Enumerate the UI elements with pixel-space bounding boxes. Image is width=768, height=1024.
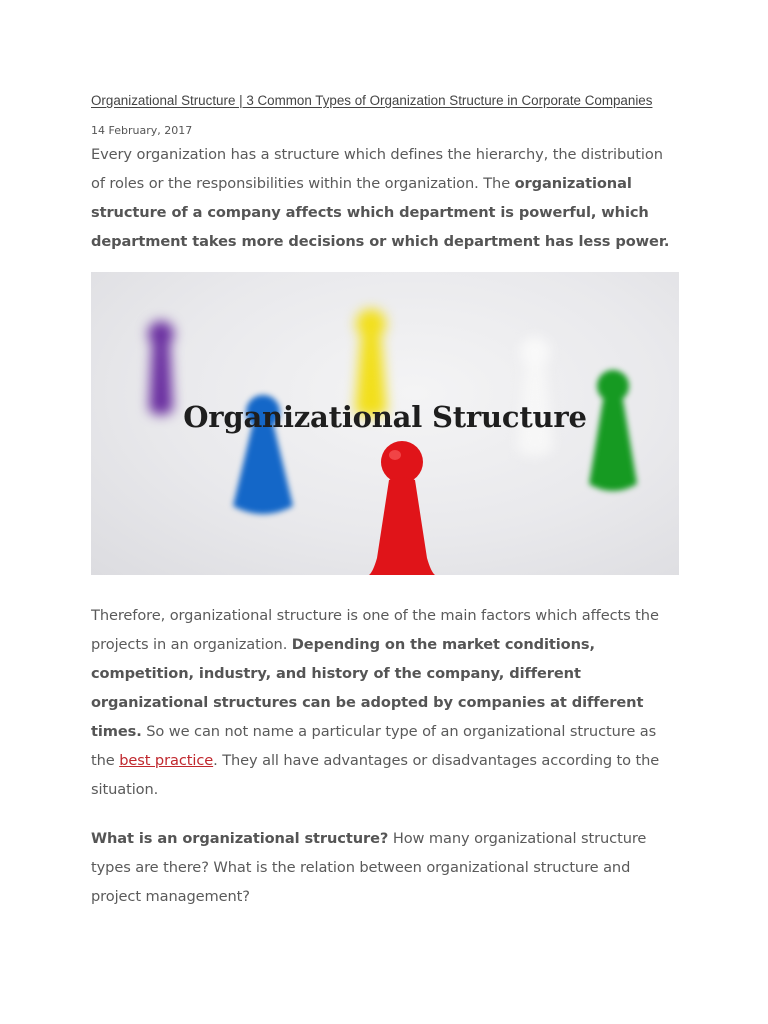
second-bold-text: Depending on the market conditions, competition, industry, and history of the company, different organizational structures can be adopted by companies at different times. bbox=[91, 636, 644, 740]
hero-image-caption: Organizational Structure bbox=[183, 400, 587, 434]
article bbox=[91, 92, 679, 911]
second-text-before: Therefore, organizational structure is one of the main factors which affects the projects in an organization. bbox=[91, 607, 659, 653]
intro-paragraph bbox=[91, 140, 679, 256]
intro-text: Every organization has a structure which defines the hierarchy, the distribution of roles or the responsibilities within the organization. The bbox=[91, 146, 663, 192]
article-date: 14 February, 2017 bbox=[91, 124, 193, 137]
white-pawn bbox=[517, 337, 553, 456]
third-paragraph bbox=[91, 824, 679, 911]
third-text: How many organizational structure types are there? What is the relation between organizational structure and project management? bbox=[91, 830, 647, 905]
red-pawn bbox=[369, 441, 435, 575]
hero-image bbox=[91, 272, 679, 575]
article-title-link[interactable]: Organizational Structure | 3 Common Types of Organization Structure in Corporate Companies bbox=[91, 93, 653, 108]
third-bold-question: What is an organizational structure? bbox=[91, 830, 389, 847]
second-text-mid: So we can not name a particular type of an organizational structure as the bbox=[91, 723, 657, 769]
intro-bold-text: organizational structure of a company affects which department is powerful, which department takes more decisions or which department has less power. bbox=[91, 175, 670, 250]
second-paragraph bbox=[91, 601, 679, 804]
second-text-after: . They all have advantages or disadvantages according to the situation. bbox=[91, 752, 660, 798]
best-practice-link[interactable]: best practice bbox=[119, 752, 214, 769]
